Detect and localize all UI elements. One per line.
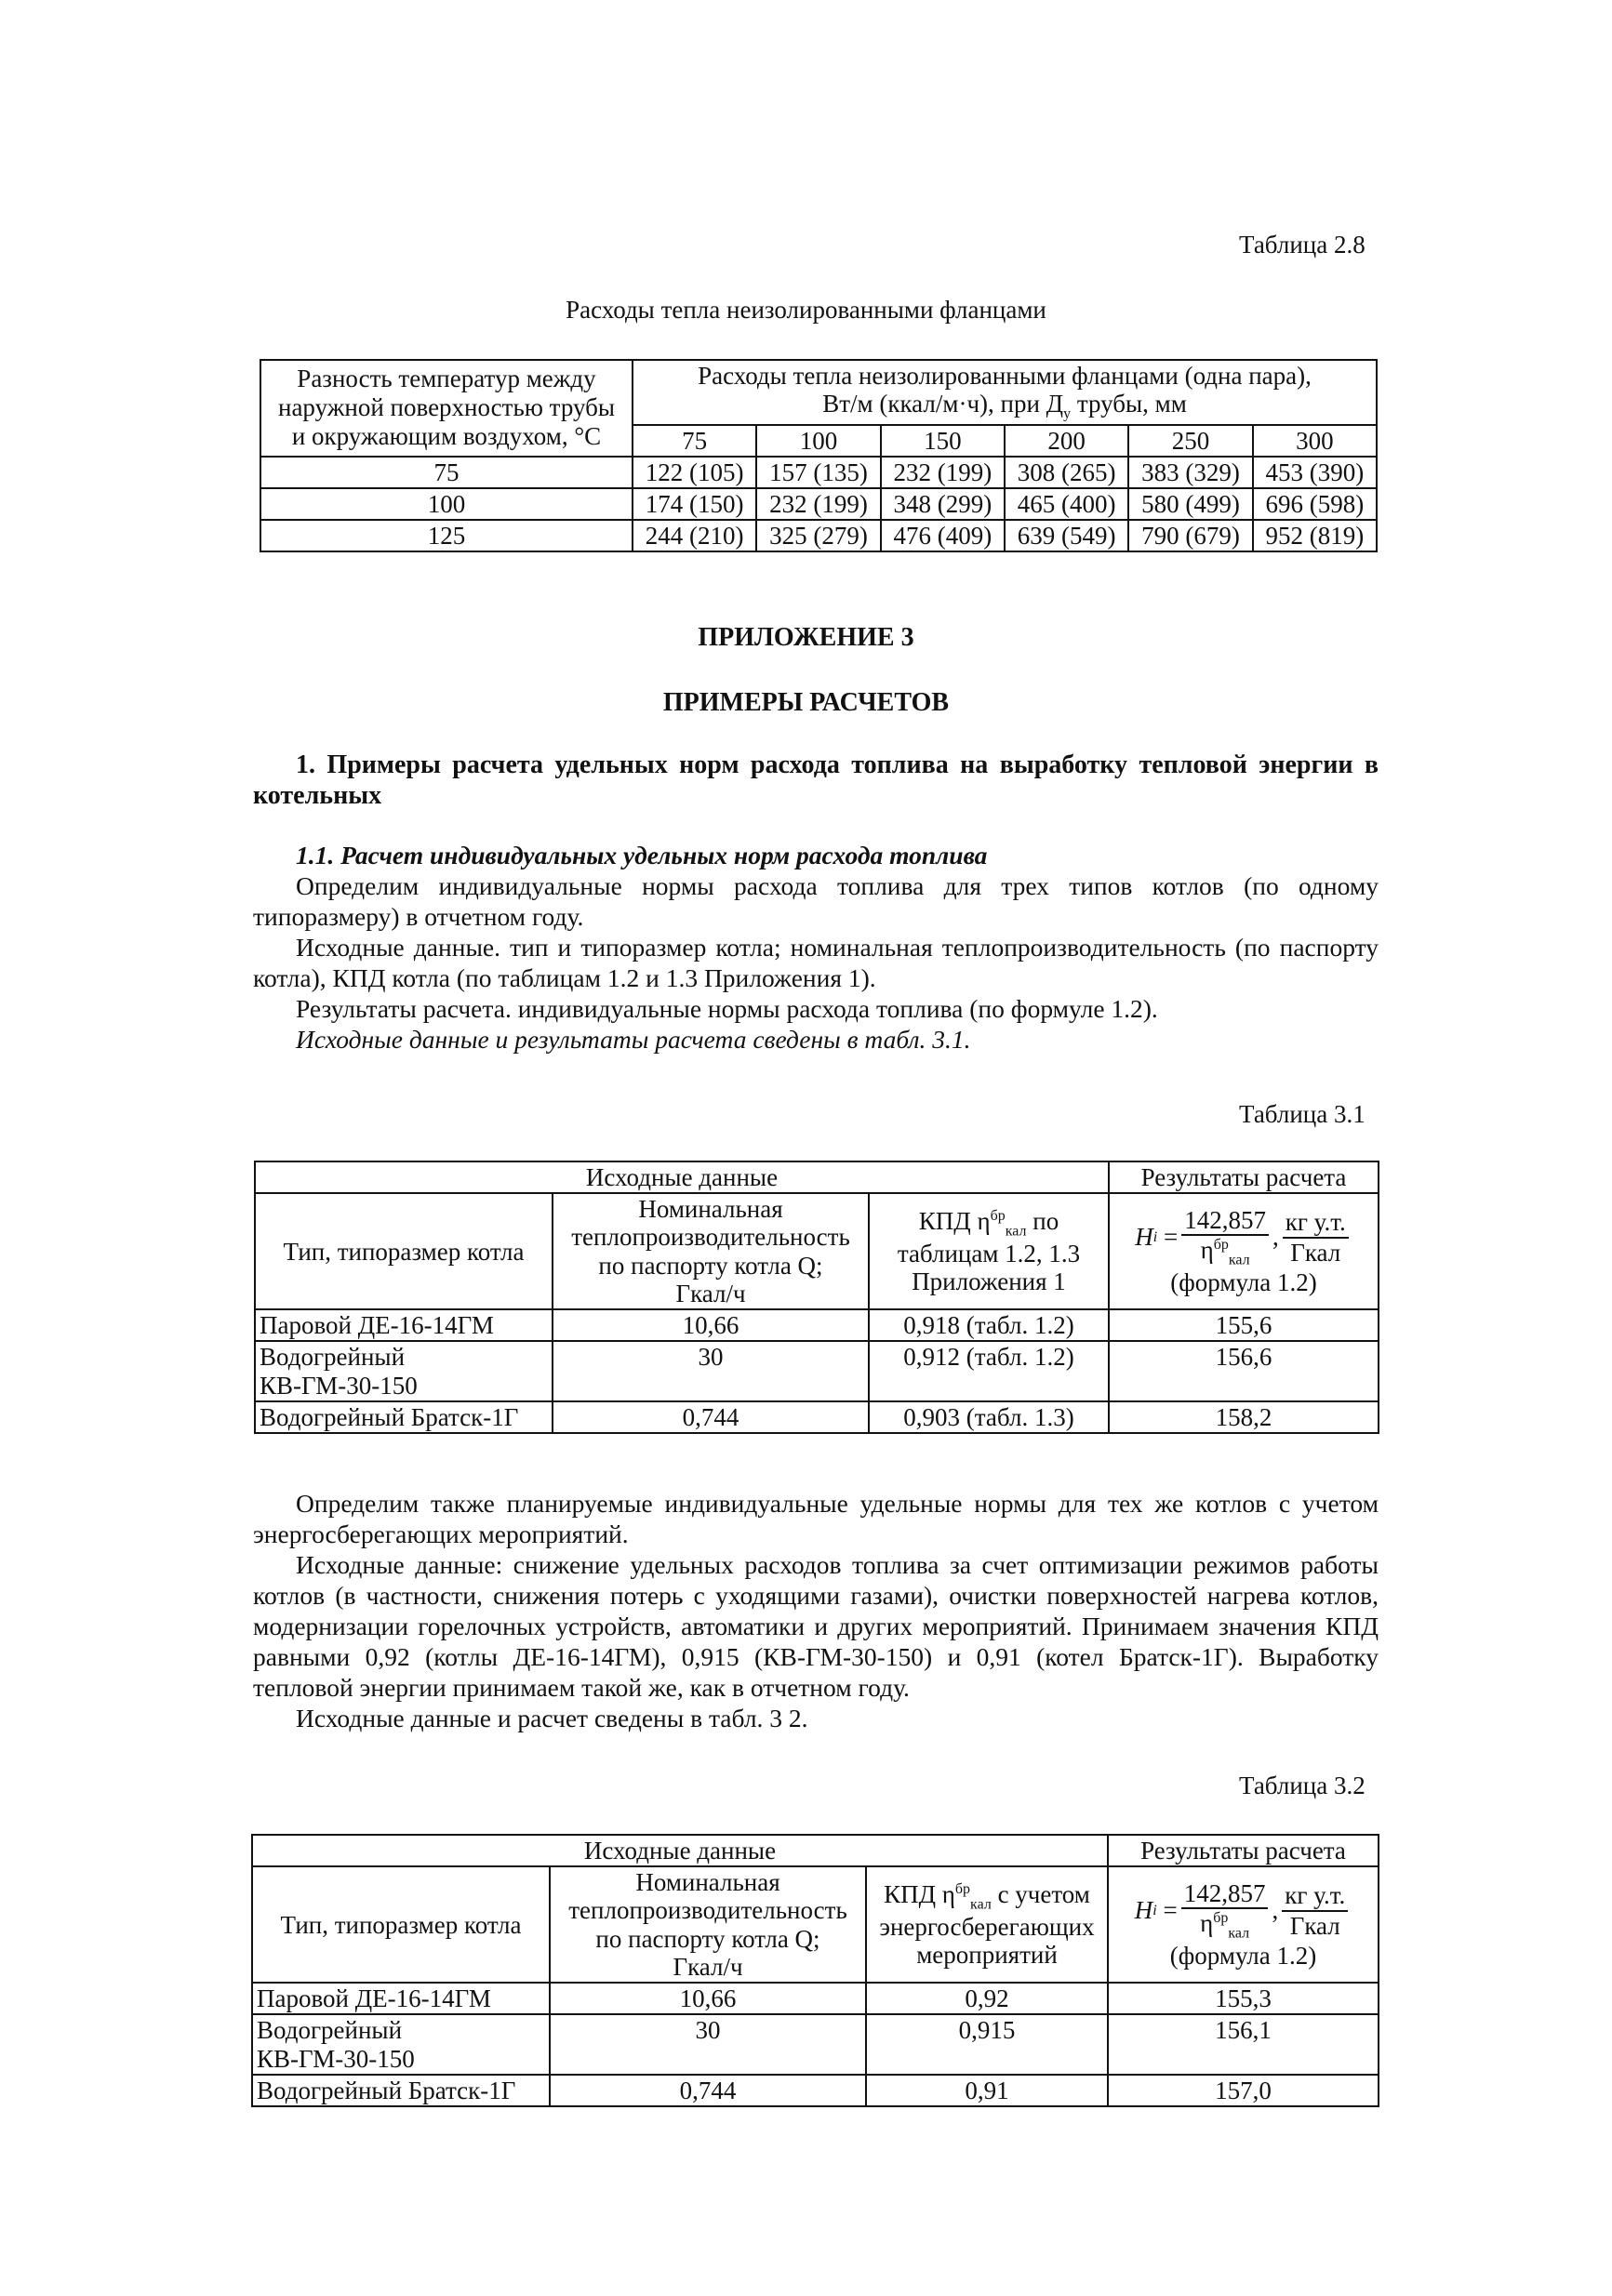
- header-line: Разность температур между: [297, 365, 596, 393]
- header-efficiency: [866, 1866, 1108, 1983]
- heat-loss-cell: 453 (390): [1253, 457, 1377, 488]
- nominal-capacity-cell: 0,744: [550, 2075, 866, 2106]
- table-row: [252, 2075, 1379, 2106]
- efficiency-cell: 0,918 (табл. 1.2): [869, 1309, 1109, 1341]
- diameter-header: 75: [633, 425, 756, 457]
- nominal-capacity-cell: 30: [550, 2014, 866, 2074]
- formula-numerator: 142,857: [1181, 1206, 1269, 1236]
- header-line: Номинальная: [638, 1195, 783, 1224]
- formula-denominator: $\eta^{бр}_{кал}$: [1200, 1236, 1250, 1268]
- nominal-capacity-cell: 10,66: [553, 1309, 869, 1341]
- subscript: кал: [970, 1896, 992, 1913]
- header-text: трубы, мм: [1071, 390, 1187, 418]
- formula-reference: (формула 1.2): [1170, 1268, 1317, 1297]
- subscript: i: [1152, 1902, 1157, 1918]
- unit-numerator: кг у.т.: [1282, 1881, 1348, 1911]
- superscript: бр: [1213, 1910, 1229, 1927]
- paragraph: Исходные данные и расчет сведены в табл. 3 2.: [296, 1704, 808, 1732]
- diameter-header: 200: [1005, 425, 1128, 457]
- efficiency-cell: 0,92: [866, 1983, 1108, 2014]
- subscript: кал: [1005, 1223, 1027, 1240]
- formula-denominator: $\eta^{бр}_{кал}$: [1200, 1909, 1250, 1942]
- header-source-data: Исходные данные: [255, 1161, 1109, 1193]
- header-line: Гкал/ч: [673, 1952, 743, 1981]
- efficiency-cell: 0,903 (табл. 1.3): [869, 1401, 1109, 1433]
- header-boiler-type: Тип, типоразмер котла: [255, 1193, 553, 1309]
- header-efficiency: [869, 1193, 1109, 1309]
- header-line: [871, 1880, 1103, 1913]
- unit-denominator: Гкал: [1290, 1238, 1341, 1267]
- table-2-8: [260, 359, 1378, 552]
- section-planned: [253, 1488, 1379, 1733]
- paragraph: Определим также планируемые индивидуальные удельные нормы для тех же котлов с учетом энергосберегающих мероприятий.: [253, 1489, 1379, 1548]
- boiler-type-cell: [252, 2014, 550, 2074]
- temperature-difference-cell: 75: [260, 457, 633, 488]
- header-boiler-type: Тип, типоразмер котла: [252, 1866, 550, 1983]
- formula-units: [1283, 1208, 1349, 1266]
- header-source-data: Исходные данные: [252, 1835, 1108, 1866]
- subscript: i: [1152, 1228, 1158, 1245]
- header-results: Результаты расчета: [1108, 1835, 1379, 1866]
- table-2-8-title: Расходы тепла неизолированными фланцами: [566, 296, 1046, 324]
- unit-denominator: Гкал: [1289, 1911, 1340, 1940]
- superscript: бр: [954, 1880, 971, 1897]
- heat-loss-cell: 308 (265): [1005, 457, 1128, 488]
- header-line: Номинальная: [635, 1868, 780, 1897]
- header-line: по паспорту котла Q;: [595, 1924, 820, 1953]
- header-line: по паспорту котла Q;: [598, 1251, 823, 1280]
- table-row: [252, 1983, 1379, 2014]
- paragraph: Исходные данные. тип и типоразмер котла; номинальная теплопроизводительность (по паспорту котла), КПД котла (по таблицам 1.2 и 1.3 Приложения 1).: [253, 933, 1379, 992]
- table-3-1-body: [255, 1309, 1379, 1433]
- subscript: кал: [1228, 1252, 1250, 1268]
- table-3-1: [254, 1161, 1379, 1434]
- heat-loss-cell: 244 (210): [633, 520, 756, 551]
- formula: H i = $\frac{142,857}{\eta^{бр}_{кал}}$ , $\frac{\text{кг у.т.}}{\text{Гкал}}$: [1135, 1206, 1352, 1269]
- heat-loss-cell: 952 (819): [1253, 520, 1377, 551]
- boiler-type-line: Водогрейный Братск-1Г: [257, 2076, 516, 2104]
- header-text: Вт/м (ккал/м·ч), при Д: [822, 390, 1064, 418]
- heat-loss-cell: 696 (598): [1253, 488, 1377, 520]
- temperature-difference-cell: 100: [260, 488, 633, 520]
- subscript: кал: [1228, 1925, 1250, 1942]
- header-text: КПД η: [884, 1879, 955, 1908]
- header-norm-formula: [1108, 1866, 1379, 1983]
- paragraph: Определим индивидуальные нормы расхода топлива для трех типов котлов (по одному типоразмеру) в отчетном году.: [253, 871, 1379, 931]
- header-line: Расходы тепла неизолированными фланцами (одна пара),: [698, 362, 1312, 390]
- fuel-norm-cell: 157,0: [1108, 2075, 1379, 2106]
- superscript: бр: [1213, 1237, 1229, 1254]
- heat-loss-cell: 465 (400): [1005, 488, 1128, 520]
- header-text: с учетом: [991, 1879, 1090, 1908]
- header-line: Приложения 1: [912, 1267, 1066, 1296]
- header-line: энергосберегающих: [879, 1913, 1095, 1942]
- header-line: таблицам 1.2, 1.3: [897, 1240, 1081, 1268]
- boiler-type-cell: [255, 1309, 553, 1341]
- fuel-norm-cell: 155,6: [1109, 1309, 1379, 1341]
- header-nominal-capacity: [550, 1866, 866, 1983]
- paragraph: Исходные данные и результаты расчета сведены в табл. 3.1.: [296, 1025, 971, 1054]
- boiler-type-line: Паровой ДЕ-16-14ГМ: [257, 1984, 491, 2013]
- diameter-header: 250: [1128, 425, 1252, 457]
- boiler-type-cell: [252, 1983, 550, 2014]
- header-nominal-capacity: [553, 1193, 869, 1309]
- diameter-header: 150: [881, 425, 1005, 457]
- formula-numerator: 142,857: [1181, 1879, 1269, 1909]
- nominal-capacity-cell: 0,744: [553, 1401, 869, 1433]
- header-line: [637, 390, 1372, 422]
- table-row: [260, 520, 1377, 551]
- formula-symbol: H: [1135, 1223, 1153, 1252]
- formula-symbol: H: [1134, 1896, 1153, 1925]
- heat-loss-cell: 580 (499): [1128, 488, 1252, 520]
- formula-reference: (формула 1.2): [1169, 1942, 1317, 1971]
- header-line: и окружающим воздухом, °С: [291, 422, 602, 451]
- fuel-norm-cell: 158,2: [1109, 1401, 1379, 1433]
- table-row: [255, 1401, 1379, 1433]
- appendix-subtitle: ПРИМЕРЫ РАСЧЕТОВ: [662, 688, 950, 717]
- heat-loss-cell: 383 (329): [1128, 457, 1252, 488]
- efficiency-cell: 0,91: [866, 2075, 1108, 2106]
- subscript: у: [1063, 405, 1072, 422]
- formula: H i = $\frac{142,857}{\eta^{бр}_{кал}}$ , $\frac{\text{кг у.т.}}{\text{Гкал}}$: [1135, 1879, 1352, 1943]
- boiler-type-cell: [255, 1401, 553, 1433]
- nominal-capacity-cell: 10,66: [550, 1983, 866, 2014]
- fuel-norm-cell: 155,3: [1108, 1983, 1379, 2014]
- table-3-2-body: [252, 1983, 1379, 2106]
- header-line: [873, 1207, 1104, 1240]
- table-2-8-body: [260, 457, 1377, 552]
- heat-loss-cell: 476 (409): [881, 520, 1005, 551]
- table-3-2-caption: Таблица 3.2: [1239, 1772, 1366, 1799]
- boiler-type-line: Паровой ДЕ-16-14ГМ: [260, 1311, 494, 1340]
- boiler-type-line: Водогрейный Братск-1Г: [260, 1402, 519, 1431]
- section-1-heading: [253, 750, 1379, 811]
- boiler-type-line: Водогрейный: [257, 2016, 403, 2045]
- table-3-1-caption: Таблица 3.1: [1239, 1100, 1366, 1128]
- heat-loss-cell: 639 (549): [1005, 520, 1128, 551]
- diameter-header: 300: [1253, 425, 1377, 457]
- boiler-type-cell: [255, 1341, 553, 1400]
- heat-loss-cell: 157 (135): [756, 457, 880, 488]
- fuel-norm-cell: 156,1: [1108, 2014, 1379, 2074]
- heat-loss-cell: 232 (199): [881, 457, 1005, 488]
- table-3-2: [251, 1834, 1379, 2107]
- header-text: по: [1026, 1206, 1059, 1235]
- formula-fraction: [1181, 1206, 1269, 1269]
- heat-loss-cell: 174 (150): [633, 488, 756, 520]
- heat-loss-cell: 325 (279): [756, 520, 880, 551]
- header-line: теплопроизводительность: [571, 1223, 850, 1252]
- header-results: Результаты расчета: [1109, 1161, 1379, 1193]
- table-row: [252, 2014, 1379, 2074]
- boiler-type-line: КВ-ГМ-30-150: [260, 1371, 418, 1400]
- heat-loss-cell: 348 (299): [881, 488, 1005, 520]
- fuel-norm-cell: 156,6: [1109, 1341, 1379, 1400]
- table-row: [260, 488, 1377, 520]
- boiler-type-cell: [252, 2075, 550, 2106]
- appendix-title: ПРИЛОЖЕНИЕ 3: [698, 623, 914, 652]
- header-line: Гкал/ч: [675, 1279, 746, 1307]
- superscript: бр: [990, 1207, 1006, 1224]
- section-1-1: [253, 840, 1379, 1055]
- efficiency-cell: 0,912 (табл. 1.2): [869, 1341, 1109, 1400]
- nominal-capacity-cell: 30: [553, 1341, 869, 1400]
- header-line: теплопроизводительность: [568, 1896, 847, 1925]
- formula-units: [1282, 1881, 1348, 1939]
- header-heat-loss: [633, 360, 1377, 425]
- boiler-type-line: Водогрейный: [260, 1343, 406, 1372]
- heat-loss-cell: 122 (105): [633, 457, 756, 488]
- table-2-8-caption: Таблица 2.8: [1239, 231, 1366, 259]
- unit-numerator: кг у.т.: [1283, 1208, 1349, 1238]
- section-1-heading-text: 1. Примеры расчета удельных норм расхода топлива на выработку тепловой энергии в котельных: [253, 750, 1379, 810]
- table-row: [255, 1309, 1379, 1341]
- temperature-difference-cell: 125: [260, 520, 633, 551]
- header-norm-formula: [1109, 1193, 1379, 1309]
- header-temperature-difference: [260, 360, 633, 457]
- table-row: [260, 457, 1377, 488]
- header-line: мероприятий: [916, 1941, 1058, 1970]
- heat-loss-cell: 790 (679): [1128, 520, 1252, 551]
- header-text: КПД η: [918, 1206, 991, 1235]
- boiler-type-line: КВ-ГМ-30-150: [257, 2044, 415, 2073]
- efficiency-cell: 0,915: [866, 2014, 1108, 2074]
- paragraph: Исходные данные: снижение удельных расходов топлива за счет оптимизации режимов работы котлов (в частности, снижения потерь с уходящими газами), очистки поверхностей нагрева котлов, модернизации горелочных устройств, автоматики и других мероприятий. Принимаем значения КПД равными 0,92 (котлы ДЕ-16-14ГМ), 0,915 (КВ-ГМ-30-150) и 0,91 (котел Братск-1Г). Выработку тепловой энергии принимаем такой же, как в отчетном году.: [253, 1550, 1379, 1702]
- diameter-header: 100: [756, 425, 880, 457]
- formula-fraction: [1181, 1879, 1269, 1943]
- paragraph: Результаты расчета. индивидуальные нормы расхода топлива (по формуле 1.2).: [296, 994, 1158, 1023]
- heat-loss-cell: 232 (199): [756, 488, 880, 520]
- header-line: наружной поверхностью трубы: [278, 393, 615, 422]
- table-row: [255, 1341, 1379, 1400]
- section-1-1-heading: 1.1. Расчет индивидуальных удельных норм расхода топлива: [296, 841, 988, 869]
